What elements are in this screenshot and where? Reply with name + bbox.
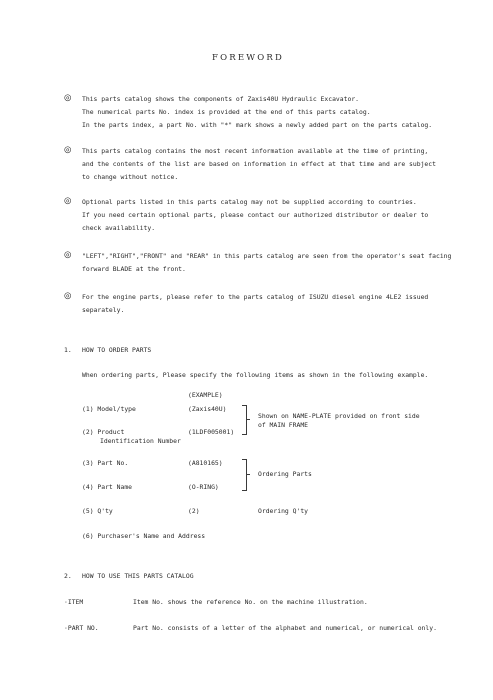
brace-nameplate [242, 405, 247, 435]
note-ordering-parts: Ordering Parts [258, 470, 312, 478]
order-item-label: (6) Purchaser's Name and Address [82, 532, 206, 540]
brace-tip [246, 474, 250, 475]
usage-description: Part No. consists of a letter of the alphabet and numerical, or numerical only. [133, 624, 437, 632]
order-item-label: (5) Q'ty [82, 507, 113, 515]
order-item-label: (1) Model/type [82, 405, 136, 413]
paragraph-line: For the engine parts, please refer to the parts catalog of ISUZU diesel engine 4LE2 issued [82, 293, 429, 301]
note-nameplate-line2: of MAIN FRAME [258, 421, 309, 429]
paragraph-line: In the parts index, a part No. with "*" mark shows a newly added part on the parts catalog. [82, 121, 433, 129]
example-header: (EXAMPLE) [188, 391, 223, 399]
paragraph-line: The numerical parts No. index is provided at the end of this parts catalog. [82, 108, 371, 116]
paragraph-line: and the contents of the list are based on information in effect at that time and are subject [82, 160, 436, 168]
usage-description: Item No. shows the reference No. on the machine illustration. [133, 598, 368, 606]
order-item-label: (3) Part No. [82, 459, 129, 467]
note-ordering-qty: Ordering Q'ty [258, 507, 309, 515]
order-item-example: (1LDF005001) [188, 428, 235, 436]
brace-tip [246, 419, 250, 420]
paragraph-line: to change without notice. [82, 173, 179, 181]
section-heading: HOW TO USE THIS PARTS CATALOG [82, 572, 194, 580]
section-intro: When ordering parts, Please specify the following items as shown in the following example. [82, 371, 429, 379]
paragraph-line: This parts catalog contains the most recent information available at the time of printing, [82, 147, 429, 155]
order-item-example: (O-RING) [188, 483, 219, 491]
bullet-icon: ◎ [64, 196, 72, 206]
paragraph-line: This parts catalog shows the components of Zaxis40U Hydraulic Excavator. [82, 95, 360, 103]
order-item-example: (Zaxis40U) [188, 405, 227, 413]
order-item-label-line2: Identification Number [100, 437, 181, 445]
paragraph-line: separately. [82, 306, 125, 314]
section-number: 1. [64, 346, 72, 354]
bullet-icon: ◎ [64, 250, 72, 260]
section-heading: HOW TO ORDER PARTS [82, 346, 152, 354]
paragraph-line: Optional parts listed in this parts catalog may not be supplied according to countries. [82, 198, 417, 206]
paragraph-line: check availability. [82, 224, 156, 232]
order-item-example: (2) [188, 507, 200, 515]
usage-term: ·ITEM [64, 598, 84, 606]
paragraph-line: forward BLADE at the front. [82, 265, 186, 273]
bullet-icon: ◎ [64, 291, 72, 301]
page-title: FOREWORD [212, 53, 284, 63]
order-item-label: (2) Product [82, 428, 125, 436]
bullet-icon: ◎ [64, 93, 72, 103]
brace-ordering-parts [242, 459, 247, 491]
paragraph-line: "LEFT","RIGHT","FRONT" and "REAR" in this parts catalog are seen from the operator's seat facing [82, 252, 452, 260]
note-nameplate: Shown on NAME-PLATE provided on front side [258, 412, 420, 420]
bullet-icon: ◎ [64, 145, 72, 155]
usage-term: ·PART NO. [64, 624, 99, 632]
order-item-example: (A810165) [188, 459, 223, 467]
section-number: 2. [64, 572, 72, 580]
paragraph-line: If you need certain optional parts, please contact our authorized distributor or dealer to [82, 211, 429, 219]
order-item-label: (4) Part Name [82, 483, 133, 491]
